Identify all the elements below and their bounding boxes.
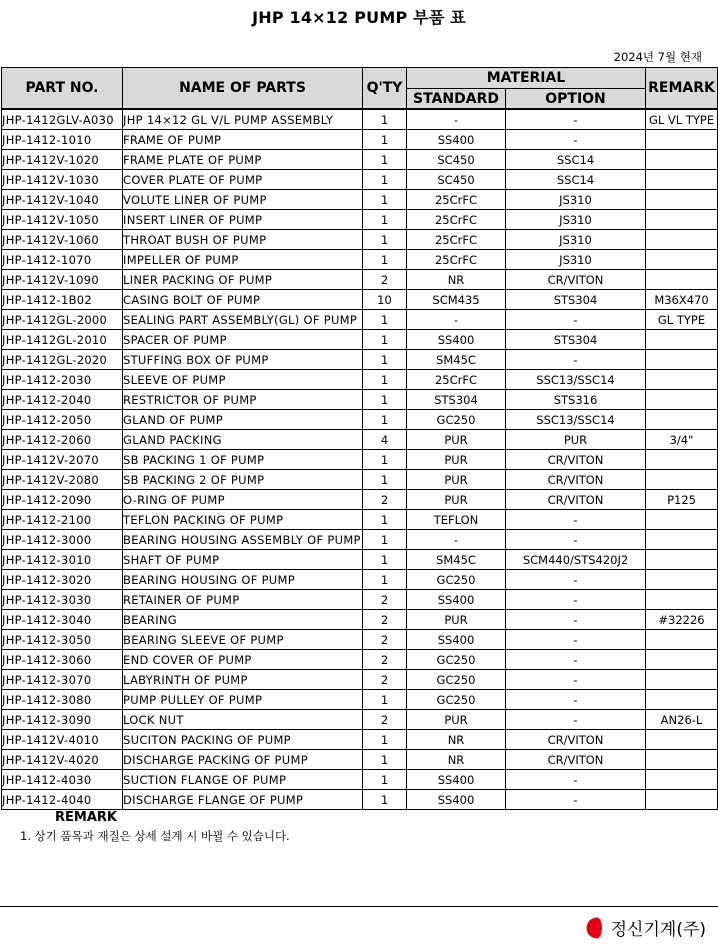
table-row — [2, 470, 718, 490]
qty-cell: 2 — [363, 270, 407, 290]
part-no-cell: JHP-1412GL-2000 — [2, 310, 123, 330]
option-material-cell: STS304 — [506, 330, 646, 350]
qty-cell: 2 — [363, 490, 407, 510]
part-name-cell: SPACER OF PUMP — [123, 330, 363, 350]
part-no-cell: JHP-1412V-4020 — [2, 750, 123, 770]
qty-cell: 2 — [363, 710, 407, 730]
option-material-cell: SSC14 — [506, 170, 646, 190]
remark-cell — [646, 450, 718, 470]
qty-cell: 1 — [363, 330, 407, 350]
table-row — [2, 630, 718, 650]
standard-material-cell: - — [407, 109, 506, 130]
standard-material-cell: TEFLON — [407, 510, 506, 530]
qty-cell: 1 — [363, 410, 407, 430]
standard-material-cell: SC450 — [407, 170, 506, 190]
qty-cell: 1 — [363, 190, 407, 210]
part-no-cell: JHP-1412-3050 — [2, 630, 123, 650]
part-no-cell: JHP-1412-4040 — [2, 790, 123, 810]
part-name-cell: INSERT LINER OF PUMP — [123, 210, 363, 230]
part-name-cell: SLEEVE OF PUMP — [123, 370, 363, 390]
option-material-cell: CR/VITON — [506, 450, 646, 470]
standard-material-cell: - — [407, 310, 506, 330]
remark-cell — [646, 250, 718, 270]
date-note: 2024년 7월 현재 — [613, 50, 702, 64]
part-name-cell: SB PACKING 1 OF PUMP — [123, 450, 363, 470]
part-name-cell: DISCHARGE FLANGE OF PUMP — [123, 790, 363, 810]
part-name-cell: LABYRINTH OF PUMP — [123, 670, 363, 690]
part-name-cell: FRAME OF PUMP — [123, 130, 363, 150]
option-material-cell: SCM440/STS420J2 — [506, 550, 646, 570]
remark-cell — [646, 230, 718, 250]
part-no-cell: JHP-1412GL-2010 — [2, 330, 123, 350]
table-row — [2, 290, 718, 310]
part-no-cell: JHP-1412V-1060 — [2, 230, 123, 250]
remark-cell — [646, 130, 718, 150]
option-material-cell: CR/VITON — [506, 490, 646, 510]
part-no-cell: JHP-1412V-1030 — [2, 170, 123, 190]
standard-material-cell: SS400 — [407, 330, 506, 350]
remark-cell — [646, 650, 718, 670]
part-name-cell: BEARING — [123, 610, 363, 630]
qty-cell: 1 — [363, 470, 407, 490]
qty-cell: 1 — [363, 170, 407, 190]
standard-material-cell: GC250 — [407, 670, 506, 690]
table-row — [2, 590, 718, 610]
remark-cell — [646, 410, 718, 430]
standard-material-cell: 25CrFC — [407, 230, 506, 250]
remark-cell — [646, 630, 718, 650]
table-row — [2, 250, 718, 270]
part-no-cell: JHP-1412-2050 — [2, 410, 123, 430]
part-no-cell: JHP-1412-3070 — [2, 670, 123, 690]
standard-material-cell: 25CrFC — [407, 190, 506, 210]
option-material-cell: STS304 — [506, 290, 646, 310]
option-material-cell: JS310 — [506, 230, 646, 250]
part-name-cell: COVER PLATE OF PUMP — [123, 170, 363, 190]
part-no-cell: JHP-1412V-2070 — [2, 450, 123, 470]
qty-cell: 1 — [363, 450, 407, 470]
remark-title: REMARK — [55, 810, 117, 825]
remark-cell — [646, 530, 718, 550]
option-material-cell: STS316 — [506, 390, 646, 410]
option-material-cell: CR/VITON — [506, 750, 646, 770]
standard-material-cell: PUR — [407, 430, 506, 450]
part-no-cell: JHP-1412-3040 — [2, 610, 123, 630]
remark-cell — [646, 570, 718, 590]
option-material-cell: - — [506, 670, 646, 690]
option-material-cell: - — [506, 770, 646, 790]
table-row — [2, 550, 718, 570]
standard-material-cell: PUR — [407, 710, 506, 730]
part-no-cell: JHP-1412V-1090 — [2, 270, 123, 290]
part-name-cell: JHP 14×12 GL V/L PUMP ASSEMBLY — [123, 109, 363, 130]
option-material-cell: SSC14 — [506, 150, 646, 170]
part-name-cell: PUMP PULLEY OF PUMP — [123, 690, 363, 710]
part-name-cell: LINER PACKING OF PUMP — [123, 270, 363, 290]
table-row — [2, 650, 718, 670]
qty-cell: 1 — [363, 250, 407, 270]
option-material-cell: CR/VITON — [506, 730, 646, 750]
table-row — [2, 510, 718, 530]
option-material-cell: - — [506, 530, 646, 550]
part-name-cell: RETAINER OF PUMP — [123, 590, 363, 610]
document-title: JHP 14×12 PUMP 부품 표 — [252, 8, 466, 27]
standard-material-cell: SC450 — [407, 150, 506, 170]
standard-material-cell: PUR — [407, 470, 506, 490]
standard-material-cell: GC250 — [407, 570, 506, 590]
parts-table-body — [2, 109, 718, 810]
option-material-cell: - — [506, 510, 646, 530]
part-no-cell: JHP-1412-2060 — [2, 430, 123, 450]
table-row — [2, 450, 718, 470]
part-name-cell: SHAFT OF PUMP — [123, 550, 363, 570]
qty-cell: 1 — [363, 390, 407, 410]
remark-cell: GL VL TYPE — [646, 109, 718, 130]
part-name-cell: CASING BOLT OF PUMP — [123, 290, 363, 310]
part-name-cell: BEARING SLEEVE OF PUMP — [123, 630, 363, 650]
part-name-cell: FRAME PLATE OF PUMP — [123, 150, 363, 170]
part-no-cell: JHP-1412-3090 — [2, 710, 123, 730]
part-no-cell: JHP-1412GLV-A030 — [2, 109, 123, 130]
standard-material-cell: 25CrFC — [407, 250, 506, 270]
remark-cell: M36X470 — [646, 290, 718, 310]
header-qty: Q'TY — [363, 68, 407, 110]
standard-material-cell: STS304 — [407, 390, 506, 410]
option-material-cell: - — [506, 109, 646, 130]
table-row — [2, 230, 718, 250]
part-no-cell: JHP-1412-2040 — [2, 390, 123, 410]
option-material-cell: - — [506, 310, 646, 330]
table-row — [2, 770, 718, 790]
qty-cell: 2 — [363, 670, 407, 690]
company-name: 정신기계(주) — [610, 920, 706, 940]
qty-cell: 1 — [363, 530, 407, 550]
standard-material-cell: GC250 — [407, 410, 506, 430]
remark-cell — [646, 190, 718, 210]
qty-cell: 1 — [363, 350, 407, 370]
part-name-cell: BEARING HOUSING ASSEMBLY OF PUMP — [123, 530, 363, 550]
remark-note: 1. 상기 품목과 재질은 상세 설계 시 바뀔 수 있습니다. — [20, 829, 290, 843]
standard-material-cell: NR — [407, 750, 506, 770]
remark-cell — [646, 270, 718, 290]
standard-material-cell: SM45C — [407, 350, 506, 370]
table-row — [2, 150, 718, 170]
company-logo — [586, 915, 706, 940]
footer-divider — [0, 906, 718, 907]
remark-cell — [646, 470, 718, 490]
remark-cell — [646, 210, 718, 230]
qty-cell: 10 — [363, 290, 407, 310]
parts-table — [1, 67, 718, 810]
remark-cell — [646, 730, 718, 750]
part-no-cell: JHP-1412-3060 — [2, 650, 123, 670]
part-no-cell: JHP-1412V-1050 — [2, 210, 123, 230]
option-material-cell: CR/VITON — [506, 470, 646, 490]
option-material-cell: - — [506, 570, 646, 590]
standard-material-cell: GC250 — [407, 650, 506, 670]
part-name-cell: SB PACKING 2 OF PUMP — [123, 470, 363, 490]
header-remark: REMARK — [646, 68, 718, 110]
part-no-cell: JHP-1412GL-2020 — [2, 350, 123, 370]
company-logo-icon — [586, 917, 608, 939]
qty-cell: 1 — [363, 570, 407, 590]
remark-cell — [646, 750, 718, 770]
remark-cell — [646, 170, 718, 190]
table-row — [2, 750, 718, 770]
standard-material-cell: GC250 — [407, 690, 506, 710]
option-material-cell: SSC13/SSC14 — [506, 410, 646, 430]
qty-cell: 1 — [363, 310, 407, 330]
table-row — [2, 130, 718, 150]
part-name-cell: RESTRICTOR OF PUMP — [123, 390, 363, 410]
part-name-cell: STUFFING BOX OF PUMP — [123, 350, 363, 370]
part-no-cell: JHP-1412-2030 — [2, 370, 123, 390]
part-no-cell: JHP-1412-3000 — [2, 530, 123, 550]
standard-material-cell: SM45C — [407, 550, 506, 570]
part-no-cell: JHP-1412-1010 — [2, 130, 123, 150]
qty-cell: 2 — [363, 590, 407, 610]
remark-cell: P125 — [646, 490, 718, 510]
remark-cell — [646, 790, 718, 810]
part-no-cell: JHP-1412-2090 — [2, 490, 123, 510]
option-material-cell: JS310 — [506, 190, 646, 210]
remark-cell: GL TYPE — [646, 310, 718, 330]
table-row — [2, 370, 718, 390]
remark-cell — [646, 330, 718, 350]
table-row — [2, 310, 718, 330]
table-row — [2, 570, 718, 590]
table-row — [2, 730, 718, 750]
part-name-cell: SEALING PART ASSEMBLY(GL) OF PUMP — [123, 310, 363, 330]
standard-material-cell: PUR — [407, 490, 506, 510]
standard-material-cell: NR — [407, 270, 506, 290]
option-material-cell: - — [506, 650, 646, 670]
remark-cell — [646, 510, 718, 530]
standard-material-cell: PUR — [407, 610, 506, 630]
part-name-cell: BEARING HOUSING OF PUMP — [123, 570, 363, 590]
part-no-cell: JHP-1412-3010 — [2, 550, 123, 570]
qty-cell: 1 — [363, 770, 407, 790]
qty-cell: 1 — [363, 750, 407, 770]
standard-material-cell: SS400 — [407, 770, 506, 790]
qty-cell: 1 — [363, 210, 407, 230]
table-row — [2, 490, 718, 510]
table-row — [2, 270, 718, 290]
remark-cell: 3/4" — [646, 430, 718, 450]
standard-material-cell: SS400 — [407, 130, 506, 150]
part-name-cell: END COVER OF PUMP — [123, 650, 363, 670]
header-name-of-parts: NAME OF PARTS — [123, 68, 363, 110]
qty-cell: 1 — [363, 370, 407, 390]
standard-material-cell: SS400 — [407, 590, 506, 610]
qty-cell: 1 — [363, 790, 407, 810]
header-material: MATERIAL — [407, 68, 646, 89]
table-row — [2, 210, 718, 230]
table-row — [2, 170, 718, 190]
qty-cell: 2 — [363, 630, 407, 650]
standard-material-cell: 25CrFC — [407, 370, 506, 390]
part-no-cell: JHP-1412-1070 — [2, 250, 123, 270]
part-no-cell: JHP-1412-3020 — [2, 570, 123, 590]
header-option: OPTION — [506, 89, 646, 110]
qty-cell: 1 — [363, 130, 407, 150]
standard-material-cell: NR — [407, 730, 506, 750]
part-name-cell: VOLUTE LINER OF PUMP — [123, 190, 363, 210]
option-material-cell: - — [506, 790, 646, 810]
standard-material-cell: 25CrFC — [407, 210, 506, 230]
table-row — [2, 350, 718, 370]
qty-cell: 1 — [363, 230, 407, 250]
option-material-cell: - — [506, 610, 646, 630]
qty-cell: 1 — [363, 690, 407, 710]
remark-cell — [646, 350, 718, 370]
part-name-cell: LOCK NUT — [123, 710, 363, 730]
part-no-cell: JHP-1412V-1020 — [2, 150, 123, 170]
table-row — [2, 670, 718, 690]
part-name-cell: SUCTION FLANGE OF PUMP — [123, 770, 363, 790]
part-name-cell: GLAND OF PUMP — [123, 410, 363, 430]
table-row — [2, 190, 718, 210]
option-material-cell: - — [506, 350, 646, 370]
table-row — [2, 610, 718, 630]
option-material-cell: JS310 — [506, 210, 646, 230]
remark-cell: #32226 — [646, 610, 718, 630]
part-name-cell: TEFLON PACKING OF PUMP — [123, 510, 363, 530]
table-row — [2, 790, 718, 810]
part-no-cell: JHP-1412-1B02 — [2, 290, 123, 310]
standard-material-cell: SS400 — [407, 790, 506, 810]
remark-cell — [646, 390, 718, 410]
remark-cell — [646, 670, 718, 690]
part-no-cell: JHP-1412-4030 — [2, 770, 123, 790]
option-material-cell: - — [506, 130, 646, 150]
qty-cell: 2 — [363, 610, 407, 630]
table-row — [2, 109, 718, 130]
table-row — [2, 430, 718, 450]
qty-cell: 1 — [363, 150, 407, 170]
part-name-cell: SUCITON PACKING OF PUMP — [123, 730, 363, 750]
remark-cell — [646, 370, 718, 390]
table-row — [2, 690, 718, 710]
standard-material-cell: - — [407, 530, 506, 550]
option-material-cell: JS310 — [506, 250, 646, 270]
remark-cell — [646, 770, 718, 790]
table-row — [2, 710, 718, 730]
part-no-cell: JHP-1412-3030 — [2, 590, 123, 610]
remark-cell — [646, 150, 718, 170]
remark-cell — [646, 550, 718, 570]
option-material-cell: - — [506, 710, 646, 730]
option-material-cell: SSC13/SSC14 — [506, 370, 646, 390]
standard-material-cell: PUR — [407, 450, 506, 470]
remark-cell: AN26-L — [646, 710, 718, 730]
part-no-cell: JHP-1412V-4010 — [2, 730, 123, 750]
table-row — [2, 330, 718, 350]
standard-material-cell: SS400 — [407, 630, 506, 650]
part-name-cell: IMPELLER OF PUMP — [123, 250, 363, 270]
part-no-cell: JHP-1412-2100 — [2, 510, 123, 530]
table-row — [2, 410, 718, 430]
part-no-cell: JHP-1412-3080 — [2, 690, 123, 710]
header-part-no: PART NO. — [2, 68, 123, 110]
qty-cell: 1 — [363, 510, 407, 530]
option-material-cell: - — [506, 590, 646, 610]
qty-cell: 1 — [363, 730, 407, 750]
part-name-cell: O-RING OF PUMP — [123, 490, 363, 510]
part-name-cell: THROAT BUSH OF PUMP — [123, 230, 363, 250]
qty-cell: 1 — [363, 550, 407, 570]
option-material-cell: PUR — [506, 430, 646, 450]
standard-material-cell: SCM435 — [407, 290, 506, 310]
qty-cell: 4 — [363, 430, 407, 450]
part-no-cell: JHP-1412V-1040 — [2, 190, 123, 210]
option-material-cell: CR/VITON — [506, 270, 646, 290]
qty-cell: 1 — [363, 109, 407, 130]
option-material-cell: - — [506, 690, 646, 710]
header-standard: STANDARD — [407, 89, 506, 110]
table-row — [2, 390, 718, 410]
table-row — [2, 530, 718, 550]
part-name-cell: GLAND PACKING — [123, 430, 363, 450]
part-name-cell: DISCHARGE PACKING OF PUMP — [123, 750, 363, 770]
option-material-cell: - — [506, 630, 646, 650]
remark-cell — [646, 690, 718, 710]
part-no-cell: JHP-1412V-2080 — [2, 470, 123, 490]
qty-cell: 2 — [363, 650, 407, 670]
remark-cell — [646, 590, 718, 610]
